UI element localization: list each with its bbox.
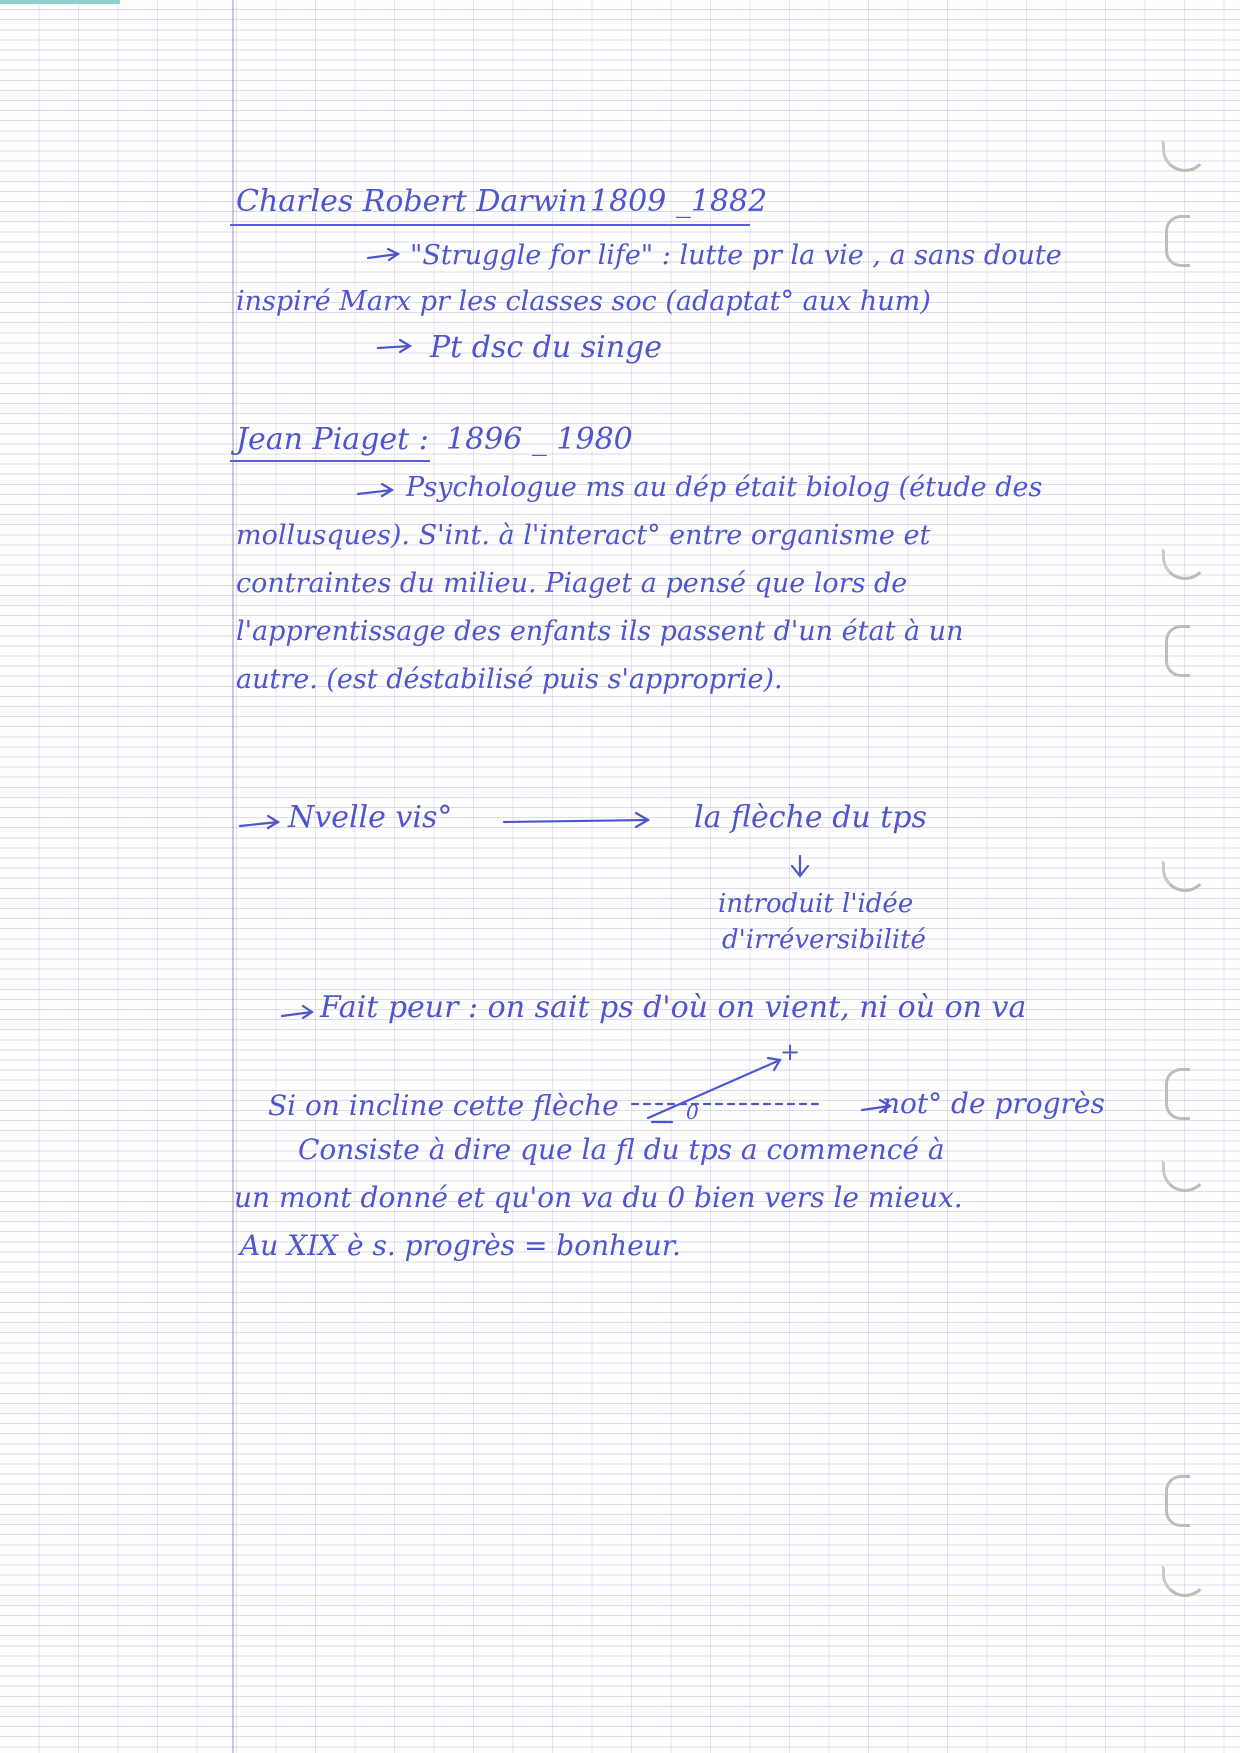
- vision-under-2: d'irréversibilité: [722, 925, 926, 955]
- piaget-line-3: contraintes du milieu. Piaget a pensé que lors de: [236, 568, 908, 599]
- darwin-line-3: Pt dsc du singe: [430, 330, 663, 365]
- piaget-dates: 1896 _ 1980: [446, 422, 633, 457]
- vision-left-text: Nvelle vis°: [288, 800, 453, 835]
- piaget-line-4: l'apprentissage des enfants ils passent d'un état à un: [236, 616, 964, 647]
- long-arrow-icon: [504, 820, 648, 822]
- darwin-line-1: "Struggle for life" : lutte pr la vie , a sans doute: [410, 240, 1062, 271]
- progress-line-3: Au XIX è s. progrès = bonheur.: [240, 1229, 681, 1262]
- progress-zero-mark: 0: [686, 1100, 699, 1124]
- progress-incline-text: Si on incline cette flèche: [268, 1089, 619, 1122]
- vision-under-1: introduit l'idée: [718, 889, 914, 919]
- darwin-dates: 1809 _1882: [590, 184, 768, 219]
- inclined-arrow-icon: [648, 1060, 780, 1118]
- piaget-line-5: autre. (est déstabilisé puis s'approprie).: [236, 664, 783, 695]
- darwin-line-2: inspiré Marx pr les classes soc (adaptat° aux hum): [236, 286, 931, 317]
- vision-right-text: la flèche du tps: [694, 800, 927, 835]
- progress-line-2: un mont donné et qu'on va du 0 bien vers le mieux.: [234, 1181, 963, 1214]
- fear-line: Fait peur : on sait ps d'où on vient, ni où on va: [320, 990, 1027, 1025]
- piaget-line-1: Psychologue ms au dép était biolog (étude des: [406, 472, 1043, 503]
- progress-plus-sign: +: [780, 1038, 801, 1066]
- piaget-title: Jean Piaget :: [236, 422, 429, 457]
- piaget-line-2: mollusques). S'int. à l'interact° entre organisme et: [236, 520, 931, 551]
- progress-line-1: Consiste à dire que la fl du tps a commencé à: [298, 1133, 945, 1166]
- progress-notion-text: not° de progrès: [882, 1087, 1105, 1120]
- darwin-title: Charles Robert Darwin: [236, 184, 588, 219]
